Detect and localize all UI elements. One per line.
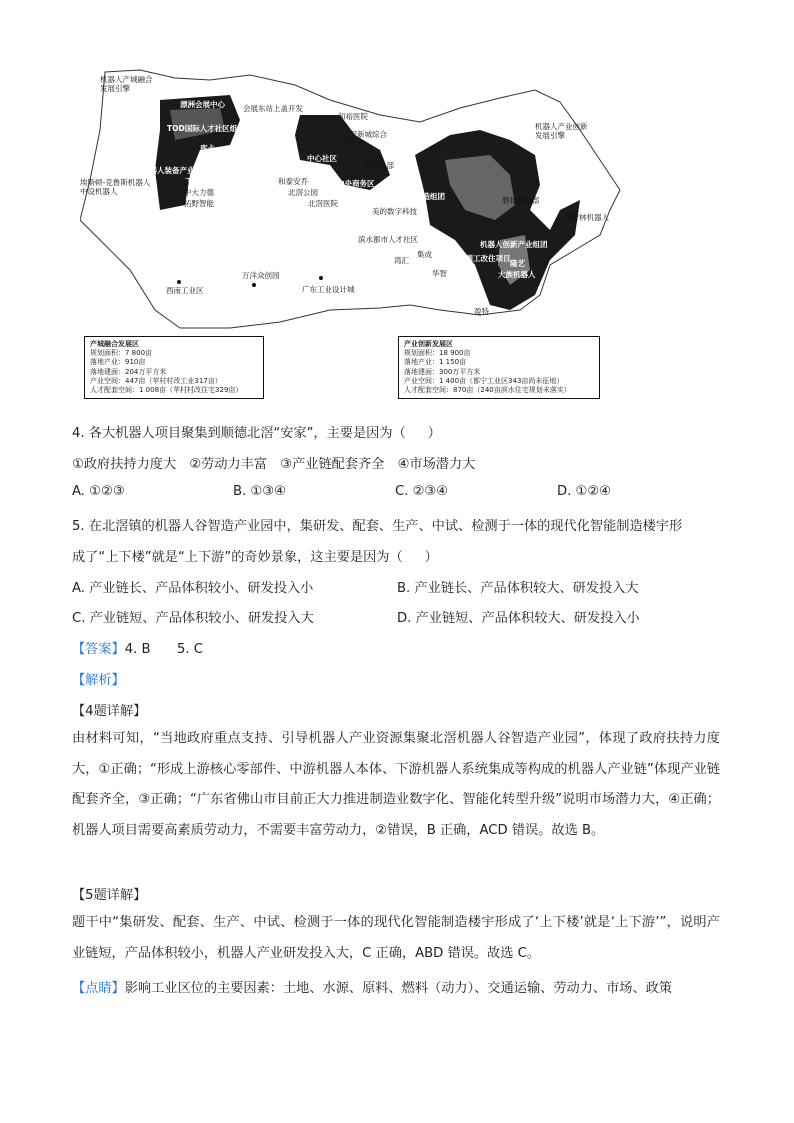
- label-daxing: 大兴: [200, 154, 215, 163]
- info-box-right-line: 规划面积：18 900亩: [404, 349, 471, 358]
- label-robot-city-engine: 机器人产城融合 发展引擎: [100, 75, 153, 93]
- q4-stem-text: 4. 各大机器人项目聚集到顺德北滘“安家”，主要是因为（: [72, 426, 406, 441]
- label-longyi: 隆艺: [510, 259, 525, 268]
- label-station: 会展东站上盖开发: [243, 104, 303, 113]
- q5-stem2-text: 成了“上下楼”就是“上下游”的奇妙景象，这主要是因为（: [72, 550, 403, 565]
- label-yingte: 盈特: [474, 307, 489, 316]
- label-zhongda: 中大力德: [184, 188, 214, 197]
- label-bgy-hq: 碧桂园总部: [502, 196, 540, 205]
- answer-label: 【答案】: [72, 642, 125, 657]
- label-bj-new: 北滘新城综合 活力核: [342, 130, 387, 148]
- info-box-right-line: 落地产业：1 150亩: [404, 358, 467, 367]
- label-beiwei: 北围工改住项目: [458, 254, 511, 263]
- label-jicheng: 集成: [417, 250, 432, 259]
- label-robot-innov-engine: 机器人产业创新 发展引擎: [535, 122, 588, 140]
- tip-line: [72, 977, 672, 996]
- q5-stem2-end: ）: [424, 550, 438, 565]
- q5-stem-line2: [72, 546, 438, 565]
- q4-option-b: B. ①③④: [233, 484, 286, 499]
- info-box-left-line: 落地产业：910亩: [90, 358, 146, 367]
- q4-stem: [72, 422, 441, 441]
- q4-items: ①政府扶持力度大 ②劳动力丰富 ③产业链配套齐全 ④市场潜力大: [72, 457, 476, 472]
- label-bj-hospital: 北滘医院: [308, 199, 338, 208]
- label-hetai: 和泰安乔: [278, 177, 308, 186]
- label-esd: 埃斯顿-克鲁斯机器人 中设机器人: [80, 178, 151, 196]
- label-hexiang: 和裕医院: [338, 112, 368, 121]
- detail5-heading: 【5题详解】: [72, 888, 147, 903]
- label-gd-design: 广东工业设计城: [302, 285, 355, 294]
- analysis-line: [72, 669, 125, 688]
- q4-stem-end: ）: [427, 426, 441, 441]
- detail4-heading: 【4题详解】: [72, 704, 147, 719]
- tip-label: 【点睛】: [72, 981, 125, 996]
- q5-stem-line1: 5. 在北滘镇的机器人谷智造产业园中，集研发、配套、生产、中试、检测于一体的现代化智能制造楼宇形: [72, 519, 683, 534]
- info-box-left-line: 产业空间：447亩（苹村村改工业317亩）: [90, 376, 222, 385]
- info-box-right: [398, 336, 600, 399]
- q4-option-a: A. ①②③: [72, 484, 125, 499]
- tip-text: 影响工业区位的主要因素：土地、水源、原料、燃料（动力）、交通运输、劳动力、市场、政策: [124, 981, 673, 996]
- label-xinan: 西南工业区: [166, 286, 204, 295]
- label-tuoye: 拓野智能: [184, 199, 214, 208]
- q5-option-d: D. 产业链短、产品体积较大、研发投入小: [397, 611, 640, 626]
- label-feilishi: 飞利浦健康: [185, 177, 223, 186]
- label-robot-equip: 机器人装备产业园: [142, 166, 202, 175]
- label-smart-group: 数字智造组团: [400, 192, 445, 201]
- label-center-comm: 中心社区: [307, 154, 337, 163]
- info-box-left-line: 人才配套空间：1 008亩（苹村村改住宅329亩）: [90, 386, 243, 395]
- info-box-right-title: 产业创新发展区: [404, 340, 453, 348]
- label-midea-digital: 美的数字科技: [372, 207, 417, 216]
- label-kuka: 库卡: [200, 144, 215, 153]
- label-robot-innov-group: 机器人创新产业组团: [480, 240, 548, 249]
- detail5-text: 题干中“集研发、配套、生产、中试、检测于一体的现代化智能制造楼宇形成了‘上下楼’就是‘上下游’”，说明产业链短，产品体积较小，机器人产业研发投入大，C 正确，ABD 错误。故选 C。: [72, 915, 720, 961]
- info-box-left-line: 落地建面：204万平方米: [90, 367, 167, 376]
- q4-option-c: C. ②③④: [395, 484, 449, 499]
- answer-line: [72, 638, 203, 657]
- q4-option-d: D. ①②④: [557, 484, 612, 499]
- right-zone: [415, 130, 580, 310]
- label-huazhi: 华智: [432, 269, 447, 278]
- info-box-left: [84, 336, 264, 399]
- label-tod: TOD国际人才社区组团: [167, 124, 245, 133]
- answer-value: 4. B 5. C: [124, 642, 203, 657]
- label-dazu: 大族机器人: [498, 270, 536, 279]
- q5-option-b: B. 产业链长、产品体积较大、研发投入大: [397, 581, 639, 596]
- info-box-left-line: 规划面积：7 800亩: [90, 349, 153, 358]
- info-box-left-title: 产城融合发展区: [90, 340, 139, 348]
- info-box-right-line: 产业空间：1 400亩（都宁工业区343亩尚未征地）: [404, 376, 564, 385]
- label-binshui: 滨水都市人才社区: [358, 235, 418, 244]
- q5-option-a: A. 产业链长、产品体积较小、研发投入小: [72, 581, 314, 596]
- q5-option-c: C. 产业链短、产品体积较小、研发投入大: [72, 611, 314, 626]
- detail4-text: 由材料可知，“当地政府重点支持、引导机器人产业资源集聚北滘机器人谷智造产业园”，体现了政府扶持力度大，①正确；“形成上游核心零部件、中游机器人本体、下游机器人系统集成等构成的机器人产业链”体现产业链配套齐全，③正确；“广东省佛山市目前正大力推进制造业数字化、智能化转型升级”说明市场潜力大，④正确；机器人项目需要高素质劳动力，不需要丰富劳动力，②错误，B 正确，ACD 错误。故选 B。: [72, 731, 720, 838]
- label-central-biz: 中央商务区: [337, 179, 375, 188]
- label-wanjiang: 湾汇: [394, 256, 409, 265]
- analysis-label: 【解析】: [72, 673, 125, 688]
- label-bj-park: 北滘公园: [288, 188, 318, 197]
- info-box-right-line: 人才配套空间：870亩（240亩滨水住宅规划未落实）: [404, 386, 571, 395]
- label-wanyang: 万洋众创园: [242, 271, 280, 280]
- label-midea-hq: 美的总部: [364, 161, 394, 170]
- label-bozhi: 博智林机器人: [564, 213, 609, 222]
- info-box-right-line: 落地建面：300万平方米: [404, 367, 481, 376]
- label-lz-center: 漂洲会展中心: [180, 100, 225, 109]
- robot-valley-map: [80, 60, 720, 410]
